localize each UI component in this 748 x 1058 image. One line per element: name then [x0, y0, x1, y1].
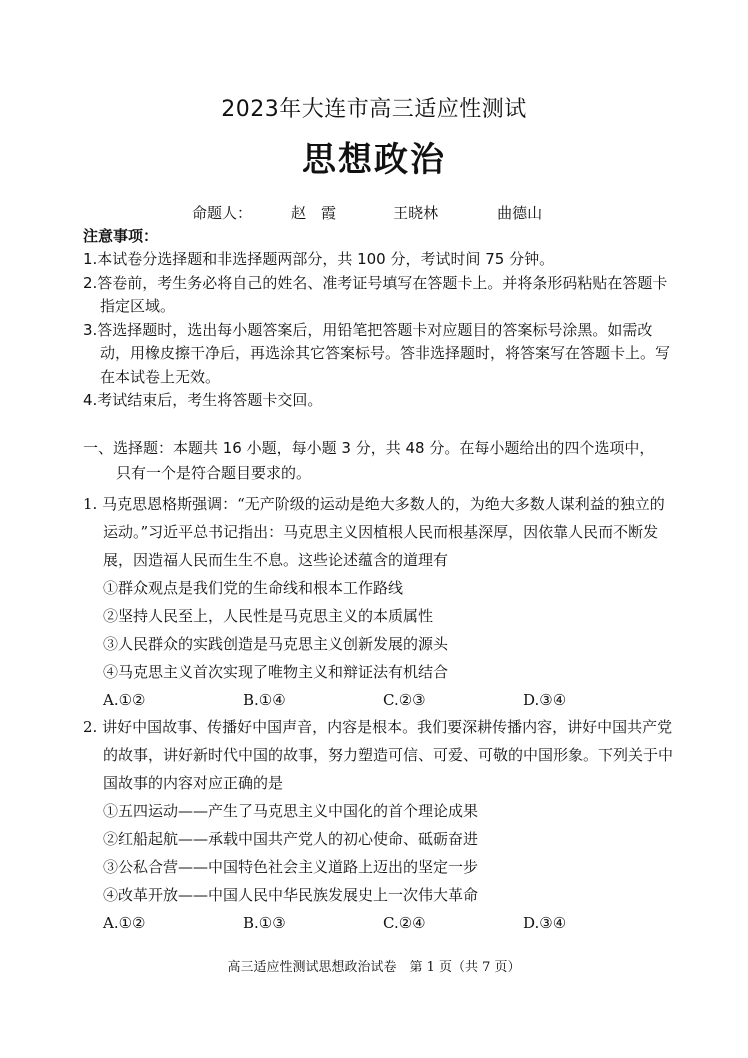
option-b: B.①④: [243, 691, 286, 709]
statement: ①群众观点是我们党的生命线和根本工作路线: [103, 579, 404, 597]
notice-item: 1.本试卷分选择题和非选择题两部分，共 100 分，考试时间 75 分钟。: [83, 250, 555, 268]
author-3: 曲德山: [497, 204, 543, 222]
statement: ①五四运动——产生了马克思主义中国化的首个理论成果: [103, 802, 479, 820]
statement: ②红船起航——承载中国共产党人的初心使命、砥砺奋进: [103, 830, 479, 848]
statement: ④改革开放——中国人民中华民族发展史上一次伟大革命: [103, 886, 479, 904]
statement: ③人民群众的实践创造是马克思主义创新发展的源头: [103, 635, 449, 653]
options-row: [83, 909, 678, 937]
statement: ④马克思主义首次实现了唯物主义和辩证法有机结合: [103, 663, 449, 681]
question-1: [83, 490, 678, 714]
option-b: B.①③: [243, 914, 286, 932]
option-c: C.②④: [383, 914, 426, 932]
statement: ②坚持人民至上，人民性是马克思主义的本质属性: [103, 607, 434, 625]
notice-list: [83, 248, 673, 413]
question-stem: 1. 马克思恩格斯强调：“无产阶级的运动是绝大多数人的，为绝大多数人谋利益的独立的运动。”习近平总书记指出：马克思主义因植根人民而根基深厚，因依靠人民而不断发展，因造福人民而生生不息。这些论述蕴含的道理有: [83, 495, 665, 569]
notice-item: 4.考试结束后，考生将答题卡交回。: [83, 391, 323, 409]
page-footer: 高三适应性测试思想政治试卷 第 1 页（共 7 页）: [227, 960, 521, 975]
statement: ③公私合营——中国特色社会主义道路上迈出的坚定一步: [103, 858, 479, 876]
option-c: C.②③: [383, 691, 426, 709]
section-line-1: 一、选择题：本题共 16 小题，每小题 3 分，共 48 分。在每小题给出的四个选项中，: [83, 439, 655, 457]
notice-item: 3.答选择题时，选出每小题答案后，用铅笔把答题卡对应题目的答案标号涂黑。如需改动，用橡皮擦干净后，再选涂其它答案标号。答非选择题时，将答案写在答题卡上。写在本试卷上无效。: [83, 320, 671, 386]
author-2: 王晓林: [393, 204, 439, 222]
notice-item: 2.答卷前，考生务必将自己的姓名、准考证号填写在答题卡上。并将条形码粘贴在答题卡指定区域。: [83, 273, 668, 315]
notice-heading: 注意事项：: [83, 227, 159, 245]
question-stem: 2. 讲好中国故事、传播好中国声音，内容是根本。我们要深耕传播内容，讲好中国共产党的故事，讲好新时代中国的故事，努力塑造可信、可爱、可敬的中国形象。下列关于中国故事的内容对应正确的是: [83, 718, 674, 792]
option-a: A.①②: [103, 914, 146, 932]
author-1: 赵 霞: [291, 204, 337, 222]
option-a: A.①②: [103, 691, 146, 709]
option-d: D.③④: [523, 914, 567, 932]
subject-title: 思想政治: [302, 140, 446, 180]
authors-line: [192, 202, 542, 223]
exam-title: 2023年大连市高三适应性测试: [221, 97, 527, 122]
option-d: D.③④: [523, 691, 567, 709]
authors-label: 命题人：: [192, 204, 253, 222]
section-line-2: 只有一个是符合题目要求的。: [116, 464, 312, 482]
section-heading: [83, 436, 683, 486]
question-2: [83, 713, 678, 937]
options-row: [83, 686, 678, 714]
